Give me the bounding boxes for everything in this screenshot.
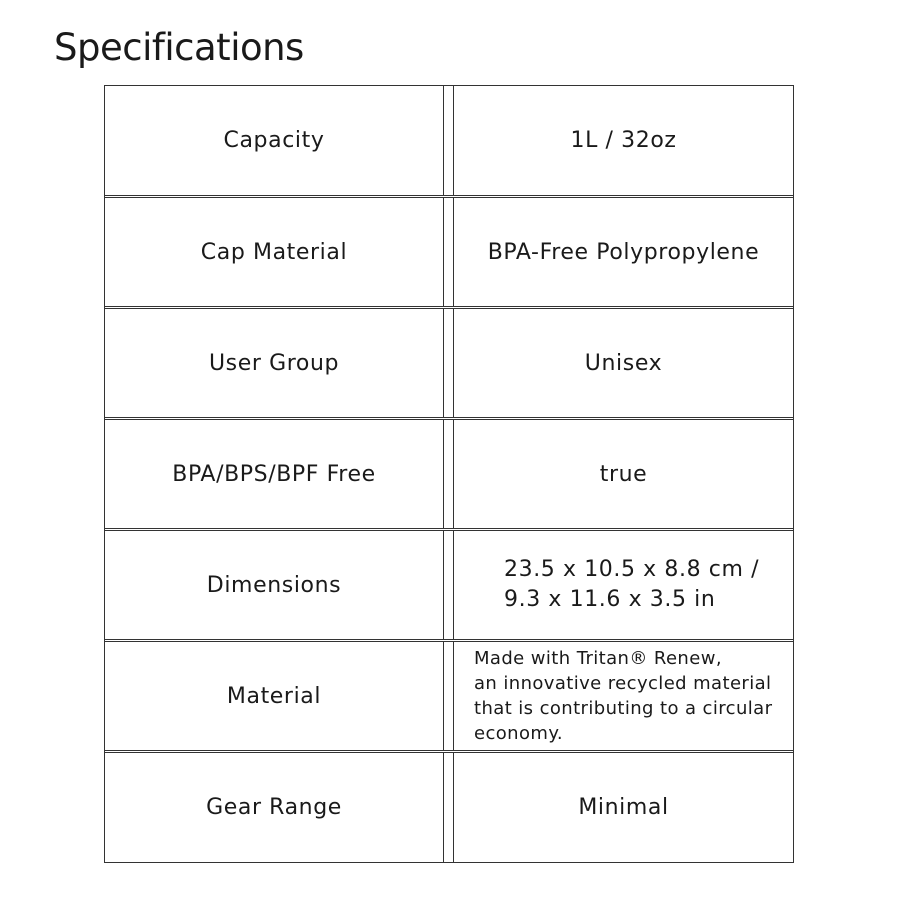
column-divider xyxy=(444,753,454,862)
spec-value-line: economy. xyxy=(474,723,563,744)
spec-row-dimensions xyxy=(105,530,793,640)
spec-value xyxy=(454,198,793,306)
spec-label: Material xyxy=(105,642,444,750)
spec-label: Dimensions xyxy=(105,531,444,639)
spec-value xyxy=(454,753,793,862)
spec-value-line: Minimal xyxy=(578,795,669,820)
spec-value-line: an innovative recycled material xyxy=(474,673,772,694)
page-title: Specifications xyxy=(54,26,304,69)
spec-value-line: 9.3 x 11.6 x 3.5 in xyxy=(504,587,716,612)
spec-label: Cap Material xyxy=(105,198,444,306)
column-divider xyxy=(444,531,454,639)
column-divider xyxy=(444,309,454,417)
spec-value-line: 23.5 x 10.5 x 8.8 cm / xyxy=(504,557,760,582)
spec-label: BPA/BPS/BPF Free xyxy=(105,420,444,528)
spec-label: Capacity xyxy=(105,86,444,195)
specifications-table xyxy=(104,85,794,863)
spec-value-line: Made with Tritan® Renew, xyxy=(474,648,722,669)
column-divider xyxy=(444,642,454,750)
spec-value-line: that is contributing to a circular xyxy=(474,698,773,719)
spec-value-line: BPA-Free Polypropylene xyxy=(487,239,760,265)
spec-row-user-group xyxy=(105,308,793,418)
spec-label: Gear Range xyxy=(105,753,444,862)
spec-value xyxy=(454,309,793,417)
spec-value xyxy=(454,531,793,639)
spec-label: User Group xyxy=(105,309,444,417)
spec-row-material xyxy=(105,641,793,751)
spec-value xyxy=(454,642,793,750)
column-divider xyxy=(444,198,454,306)
spec-value-line: 1L / 32oz xyxy=(570,128,677,153)
spec-value xyxy=(454,420,793,528)
spec-row-cap-material xyxy=(105,197,793,307)
spec-value-line: true xyxy=(599,461,648,487)
spec-row-bpa-free xyxy=(105,419,793,529)
spec-row-capacity xyxy=(105,86,793,196)
spec-value xyxy=(454,86,793,195)
column-divider xyxy=(444,420,454,528)
spec-row-gear-range xyxy=(105,752,793,862)
column-divider xyxy=(444,86,454,195)
spec-value-line: Unisex xyxy=(584,350,663,376)
